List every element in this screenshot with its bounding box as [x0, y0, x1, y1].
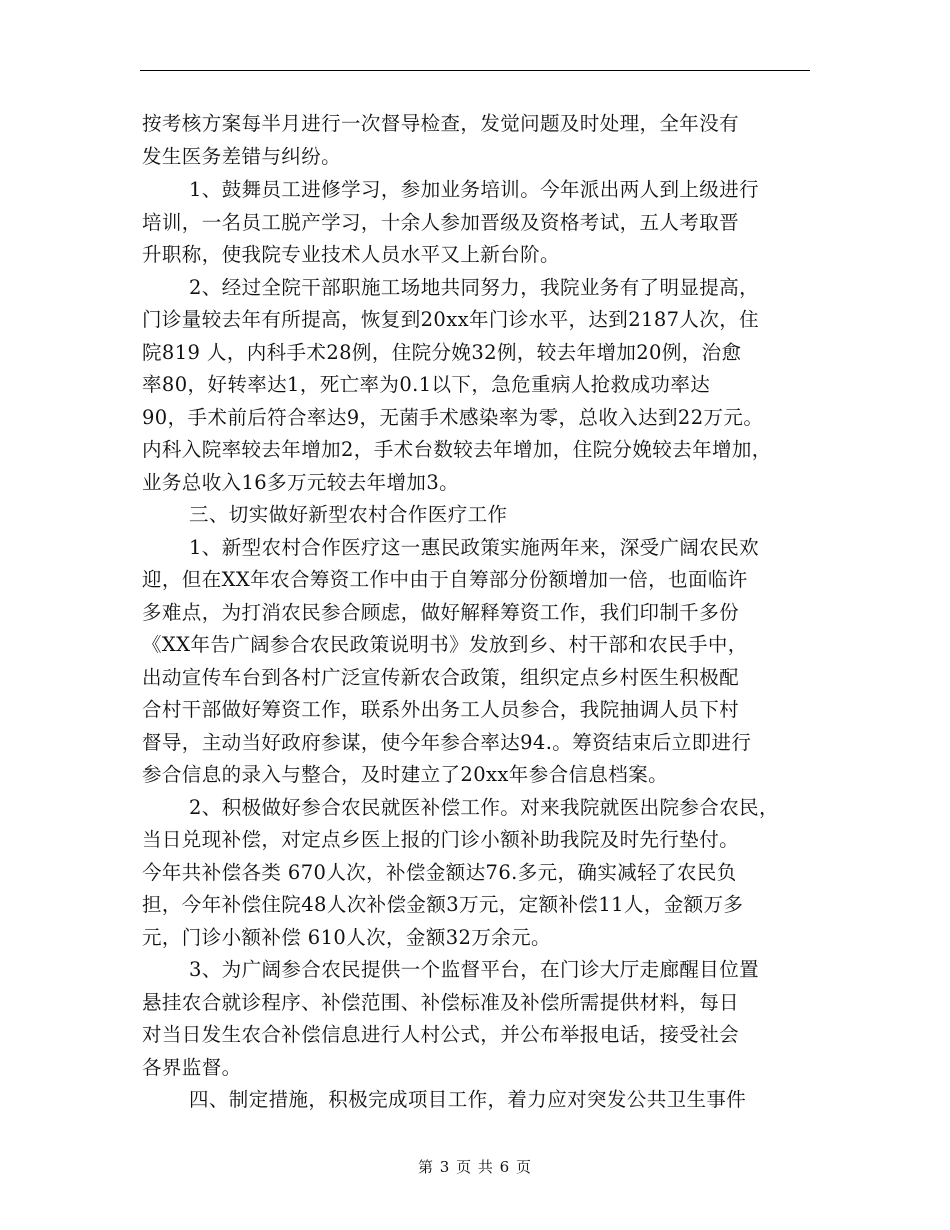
body-line: 发生医务差错与纠纷。: [142, 145, 342, 168]
body-line: 多难点，为打消农民参合顾虑，做好解释筹资工作，我们印制千多份: [142, 601, 740, 624]
body-line: 悬挂农合就诊程序、补偿范围、补偿标准及补偿所需提供材料，每日: [142, 991, 740, 1014]
body-line: 各界监督。: [142, 1056, 242, 1079]
body-line: 《XX年告广阔参合农民政策说明书》发放到乡、村干部和农民手中，: [142, 633, 748, 656]
body-line: 参合信息的录入与整合，及时建立了20xx年参合信息档案。: [142, 763, 669, 786]
body-line: 门诊量较去年有所提高，恢复到20xx年门诊水平，达到2187人次，住: [142, 308, 760, 331]
body-line: 迎，但在XX年农合筹资工作中由于自筹部分份额增加一倍，也面临许: [142, 568, 748, 591]
body-line: 3、为广阔参合农民提供一个监督平台，在门诊大厅走廊醒目位置: [189, 958, 760, 981]
body-line: 培训，一名员工脱产学习，十余人参加晋级及资格考试，五人考取晋: [142, 211, 740, 234]
section-heading: 四、制定措施，积极完成项目工作，着力应对突发公共卫生事件: [189, 1088, 747, 1111]
body-line: 按考核方案每半月进行一次督导检查，发觉问题及时处理，全年没有: [142, 112, 740, 135]
body-line: 90，手术前后符合率达9，无菌手术感染率为零，总收入达到22万元。: [142, 406, 764, 429]
body-line: 担，今年补偿住院48人次补偿金额3万元，定额补偿11人，金额万多: [142, 893, 744, 916]
body-line: 升职称，使我院专业技术人员水平又上新台阶。: [142, 243, 560, 266]
body-line: 院819 人，内科手术28例，住院分娩32例，较去年增加20例，治愈: [142, 341, 742, 364]
page-number: 第 3 页 共 6 页: [418, 1158, 532, 1176]
body-line: 1、新型农村合作医疗这一惠民政策实施两年来，深受广阔农民欢: [189, 536, 760, 559]
body-line: 出动宣传车台到各村广泛宣传新农合政策，组织定点乡村医生积极配: [142, 666, 740, 689]
body-line: 率80，好转率达1，死亡率为0.1以下，急危重病人抢救成功率达: [142, 373, 711, 396]
body-line: 合村干部做好筹资工作，联系外出务工人员参合，我院抽调人员下村: [142, 698, 740, 721]
body-line: 2、积极做好参合农民就医补偿工作。对来我院就医出院参合农民，: [189, 796, 779, 819]
header-rule: [140, 70, 810, 71]
body-line: 1、鼓舞员工进修学习，参加业务培训。今年派出两人到上级进行: [189, 178, 760, 201]
body-line: 对当日发生农合补偿信息进行人村公式，并公布举报电话，接受社会: [142, 1023, 740, 1046]
body-line: 业务总收入16多万元较去年增加3。: [142, 471, 460, 494]
body-line: 2、经过全院干部职施工场地共同努力，我院业务有了明显提高，: [189, 276, 760, 299]
body-line: 内科入院率较去年增加2，手术台数较去年增加，住院分娩较去年增加，: [142, 438, 772, 461]
body-line: 当日兑现补偿，对定点乡医上报的门诊小额补助我院及时先行垫付。: [142, 828, 740, 851]
body-line: 督导，主动当好政府参谋，使今年参合率达94.。筹资结束后立即进行: [142, 731, 752, 754]
body-line: 今年共补偿各类 670人次，补偿金额达76.多元，确实减轻了农民负: [142, 861, 737, 884]
section-heading: 三、切实做好新型农村合作医疗工作: [189, 503, 508, 526]
body-line: 元，门诊小额补偿 610人次，金额32万余元。: [142, 926, 551, 949]
